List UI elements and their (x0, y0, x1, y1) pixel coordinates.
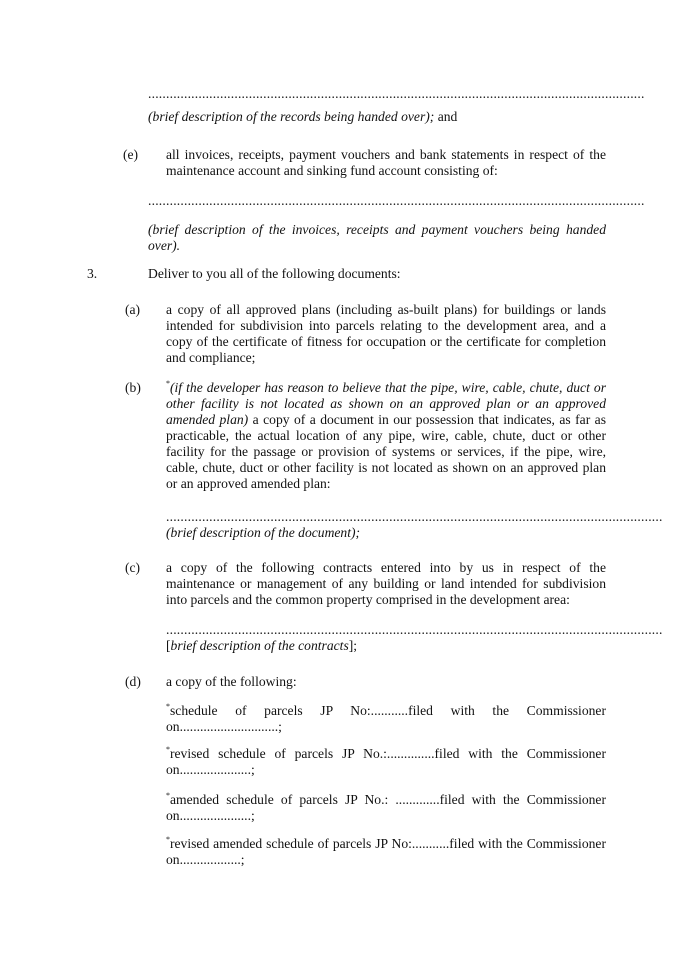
item-b-body: a copy of a document in our possession that indicates, as far as practicable, the actual location of any pipe, wire, cable, chute, duct or other facility for the passage or provision of systems or services, if the pipe, wire, cable, chute, duct or other facility is not located as shown on an approved plan or an approved amended plan: (166, 412, 606, 491)
item-b-label: (b) (125, 380, 141, 395)
invoices-description: (brief description of the invoices, receipts and payment vouchers being handed over). (148, 222, 606, 253)
schedule-item-text: revised amended schedule of parcels JP No:...........filed with the Commissioner on..................; (166, 836, 606, 867)
item-a-label: (a) (125, 302, 141, 317)
records-description (148, 109, 457, 125)
schedule-item-text: schedule of parcels JP No:...........filed with the Commissioner on.............................; (166, 703, 606, 734)
schedule-item-text: revised schedule of parcels JP No.:..............filed with the Commissioner on.....................; (166, 746, 606, 777)
schedule-item (166, 703, 606, 735)
schedule-item (166, 836, 606, 868)
item-b-condition: (if the developer has reason to believe that the pipe, wire, cable, chute, duct or other facility is not located as shown on an approved plan or an approved amended plan) (166, 380, 606, 427)
schedule-item-text: amended schedule of parcels JP No.: .............filed with the Commissioner on.....................; (166, 792, 606, 823)
asterisk: * (166, 745, 170, 754)
item-c-label: (c) (125, 560, 141, 575)
asterisk: * (166, 702, 170, 711)
asterisk: * (166, 379, 170, 388)
fill-in-line-invoices: .......................................................................................................................................... (148, 193, 645, 208)
item-e-label: (e) (123, 147, 139, 162)
item-d-text: a copy of the following: (166, 674, 297, 689)
fill-in-line-contracts: .......................................................................................................................................... (166, 622, 663, 637)
schedule-item (166, 746, 606, 778)
section-3-number: 3. (87, 266, 98, 281)
item-d-label: (d) (125, 674, 141, 689)
bracket-close: ]; (348, 638, 358, 653)
bracket-open: [ (166, 638, 171, 653)
item-e-text: all invoices, receipts, payment vouchers and bank statements in respect of the maintenance account and sinking fund account consisting of: (166, 147, 606, 178)
contracts-description-italic: brief description of the contracts (170, 638, 349, 653)
contracts-description (166, 638, 357, 654)
item-b-text (166, 380, 606, 492)
item-a-text: a copy of all approved plans (including as-built plans) for buildings or lands intended for subdivision into parcels relating to the development area, and a copy of the certificate of fitness for occupation or the certificate for completion and compliance; (166, 302, 606, 365)
asterisk: * (166, 835, 170, 844)
item-c-text: a copy of the following contracts entered into by us in respect of the maintenance or management of any building or land intended for subdivision into parcels and the common property comprised in the development area: (166, 560, 606, 607)
asterisk: * (166, 791, 170, 800)
records-and: and (434, 109, 458, 124)
schedule-item (166, 792, 606, 824)
document-description: (brief description of the document); (166, 525, 361, 540)
fill-in-line-records: .......................................................................................................................................... (148, 86, 645, 101)
fill-in-line-document: .......................................................................................................................................... (166, 509, 663, 524)
section-3-text: Deliver to you all of the following documents: (148, 266, 401, 281)
records-description-italic: (brief description of the records being handed over); (148, 109, 435, 124)
